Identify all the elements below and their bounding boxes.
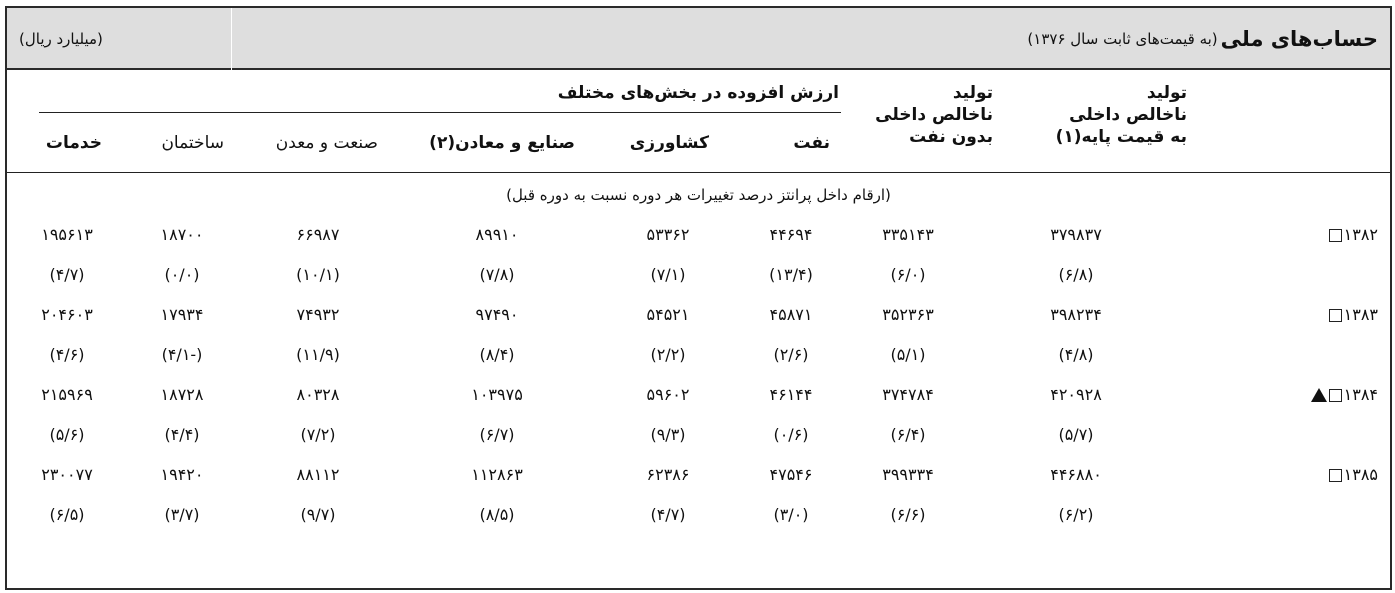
table-row-change [7,255,1390,295]
cell-gdp-basic: ۴۴۶۸۸۰ [1050,465,1102,484]
title-main: حساب‌های ملی [1220,27,1378,51]
cell-agriculture: ۵۳۳۶۲ [646,225,690,244]
year-text: ۱۳۸۳ [1343,305,1378,324]
year-text: ۱۳۸۵ [1343,465,1378,484]
cell-services: ۲۳۰۰۷۷ [41,465,93,484]
cell-construction: (۳/۷) [164,505,200,524]
cell-industries-mines: ۹۷۴۹۰ [475,305,519,324]
header-divider [7,172,1390,173]
header-construction: ساختمان [161,133,224,153]
cell-industries-mines: (۸/۴) [479,345,515,364]
cell-industry-mining: (۹/۷) [300,505,336,524]
cell-agriculture: (۹/۳) [650,425,686,444]
cell-agriculture: (۲/۲) [650,345,686,364]
cell-industries-mines: (۸/۵) [479,505,515,524]
cell-industry-mining: ۷۴۹۳۲ [296,305,340,324]
header-services: خدمات [45,133,102,153]
cell-gdp-non-oil: ۳۹۹۳۳۴ [882,465,934,484]
year-text: ۱۳۸۲ [1343,225,1378,244]
cell-services: ۱۹۵۶۱۳ [41,225,93,244]
cell-gdp-basic: (۵/۷) [1058,425,1094,444]
table-title [230,8,1390,70]
cell-gdp-non-oil: ۳۷۴۷۸۴ [882,385,934,404]
year-text: ۱۳۸۴ [1343,385,1378,404]
checkbox-square-icon [1329,229,1342,242]
cell-gdp-non-oil: (۶/۰) [890,265,926,284]
cell-oil: (۰/۶) [773,425,809,444]
cell-oil: (۳/۰) [773,505,809,524]
national-accounts-table [5,6,1392,590]
cell-gdp-basic: ۴۲۰۹۲۸ [1050,385,1102,404]
cell-agriculture: ۵۹۶۰۲ [646,385,690,404]
column-headers [7,70,1390,173]
year-label [1329,215,1378,255]
header-gdp-basic-line2: ناخالص داخلی [1069,105,1187,125]
year-label [1329,455,1378,495]
cell-industry-mining: ۸۰۳۲۸ [296,385,340,404]
cell-construction: ۱۸۷۲۸ [160,385,204,404]
unit-label: (میلیارد ریال) [7,8,232,70]
cell-gdp-non-oil: ۳۳۵۱۴۳ [882,225,934,244]
percent-change-note: (ارقام داخل پرانتز درصد تغییرات هر دوره نسبت به دوره قبل) [506,186,891,204]
cell-agriculture: ۶۲۳۸۶ [646,465,690,484]
table-row [7,375,1390,415]
cell-gdp-non-oil: ۳۵۲۳۶۳ [882,305,934,324]
cell-services: (۴/۷) [49,265,85,284]
cell-gdp-basic: (۶/۲) [1058,505,1094,524]
cell-oil: ۴۴۶۹۴ [769,225,813,244]
table-row-change [7,495,1390,535]
cell-industry-mining: ۸۸۱۱۲ [296,465,340,484]
cell-construction: (-۴/۱) [161,345,203,364]
checkbox-square-icon [1329,389,1342,402]
cell-agriculture: (۴/۷) [650,505,686,524]
header-industries-mines: صنایع و معادن(۲) [429,133,575,153]
cell-industry-mining: (۱۱/۹) [296,345,340,364]
header-gdp-non-oil-line2: ناخالص داخلی [875,105,993,125]
cell-industries-mines: ۱۱۲۸۶۳ [471,465,523,484]
cell-construction: ۱۹۴۲۰ [160,465,204,484]
table-row [7,215,1390,255]
cell-oil: (۱۳/۴) [769,265,813,284]
cell-services: (۶/۵) [49,505,85,524]
header-gdp-basic [1056,82,1187,148]
cell-industry-mining: ۶۶۹۸۷ [296,225,340,244]
cell-industries-mines: (۶/۷) [479,425,515,444]
header-gdp-basic-line3: به قیمت پایه(۱) [1055,127,1187,147]
year-label [1309,375,1378,415]
cell-industries-mines: (۷/۸) [479,265,515,284]
year-label [1329,295,1378,335]
cell-industries-mines: ۱۰۳۹۷۵ [471,385,523,404]
cell-industry-mining: (۱۰/۱) [296,265,340,284]
cell-construction: ۱۷۹۳۴ [160,305,204,324]
cell-oil: ۴۷۵۴۶ [769,465,813,484]
cell-services: ۲۱۵۹۶۹ [41,385,93,404]
table-row [7,455,1390,495]
title-bar [7,8,1390,70]
cell-gdp-basic: (۴/۸) [1058,345,1094,364]
table-row-change [7,415,1390,455]
header-gdp-basic-line1: تولید [1146,83,1187,103]
cell-construction: (۰/۰) [164,265,200,284]
cell-agriculture: (۷/۱) [650,265,686,284]
table-row [7,295,1390,335]
cell-services: (۵/۶) [49,425,85,444]
header-gdp-non-oil-line3: بدون نفت [909,127,993,147]
cell-oil: ۴۵۸۷۱ [769,305,813,324]
cell-industry-mining: (۷/۲) [300,425,336,444]
table-row-change [7,335,1390,375]
checkbox-square-icon [1329,469,1342,482]
triangle-marker-icon [1311,388,1327,402]
cell-construction: ۱۸۷۰۰ [160,225,204,244]
group-underline [39,112,841,113]
cell-services: (۴/۶) [49,345,85,364]
cell-oil: ۴۶۱۴۴ [769,385,813,404]
cell-gdp-basic: (۶/۸) [1058,265,1094,284]
cell-construction: (۴/۴) [164,425,200,444]
header-value-added-group: ارزش افزوده در بخش‌های مختلف [557,83,839,103]
header-oil: نفت [793,133,830,153]
header-gdp-non-oil-line1: تولید [952,83,993,103]
header-agriculture: کشاورزی [629,133,709,153]
cell-industries-mines: ۸۹۹۱۰ [475,225,519,244]
cell-gdp-non-oil: (۶/۶) [890,505,926,524]
title-sub: (به قیمت‌های ثابت سال ۱۳۷۶) [1027,30,1218,48]
cell-gdp-non-oil: (۵/۱) [890,345,926,364]
checkbox-square-icon [1329,309,1342,322]
cell-gdp-non-oil: (۶/۴) [890,425,926,444]
cell-gdp-basic: ۳۷۹۸۳۷ [1050,225,1102,244]
cell-services: ۲۰۴۶۰۳ [41,305,93,324]
cell-agriculture: ۵۴۵۲۱ [646,305,690,324]
cell-gdp-basic: ۳۹۸۲۳۴ [1050,305,1102,324]
cell-oil: (۲/۶) [773,345,809,364]
header-industry-mining: صنعت و معدن [275,133,378,153]
header-gdp-non-oil [875,82,993,148]
